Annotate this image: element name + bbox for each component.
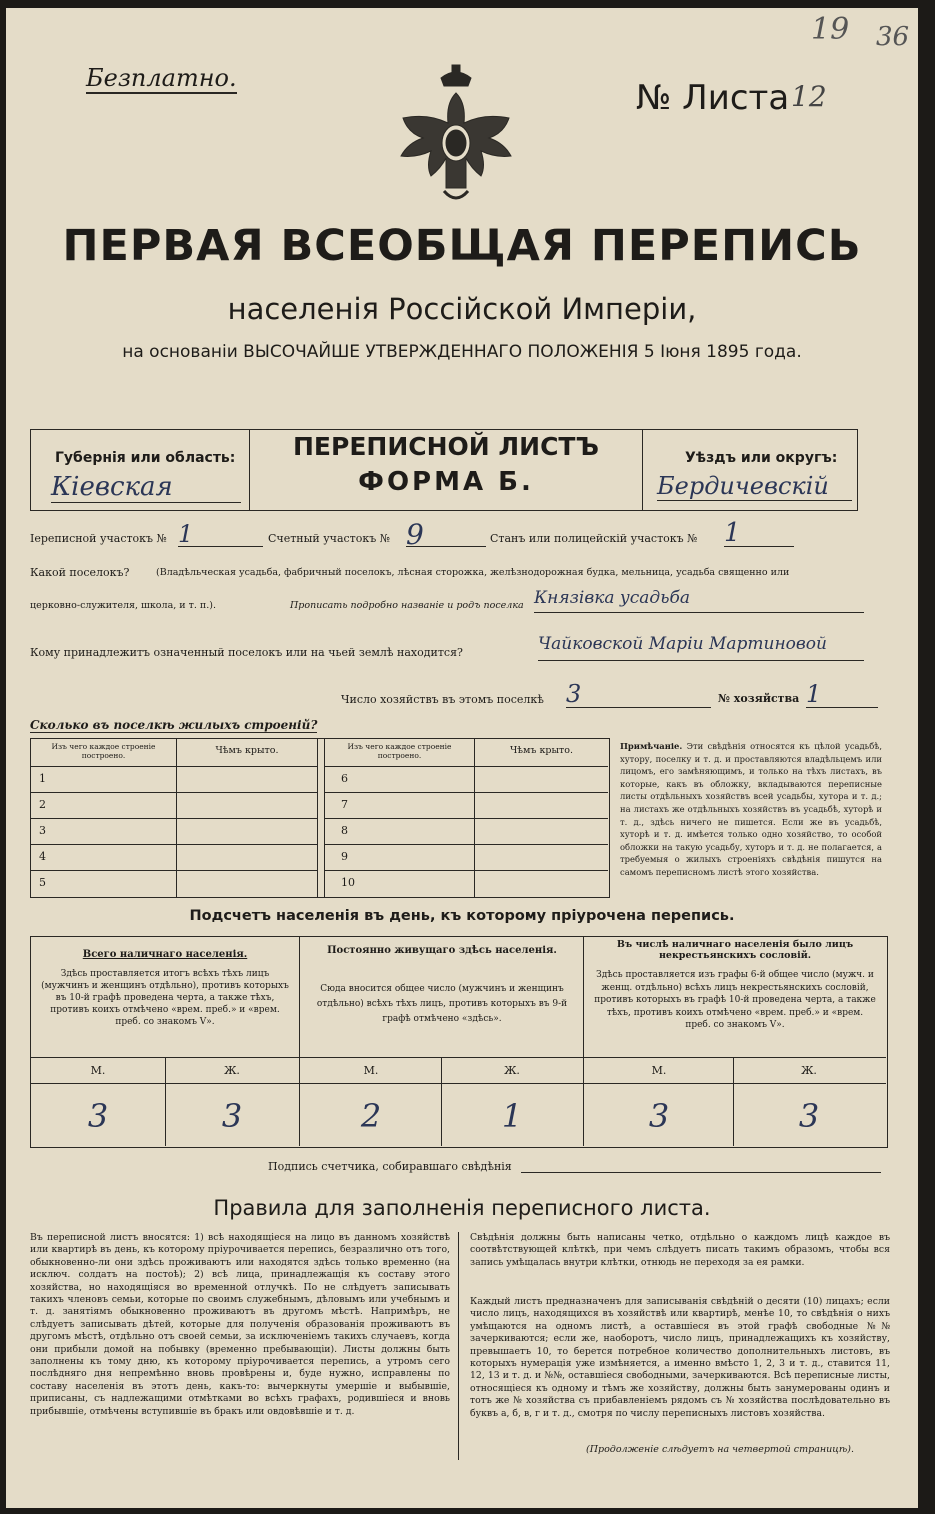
- rules-right-text-2: Каждый листъ предназначенъ для записыванія свѣдѣній о десяти (10) лицахъ; если число лицъ, находящихся въ хозяйствѣ или квартирѣ, менѣе 10, то свѣдѣнія о нихъ умѣщаются на одномъ листѣ, а оставшіеся въ этой графѣ свободные №№ зачеркиваются; если же, наоборотъ, число лицъ, принадлежащихъ къ хозяйству, превышаетъ 10, то берется потребное количество дополнительныхъ листовъ, въ которыхъ нумерація уже измѣняется, а именно вмѣсто 1, 2, 3 и т. д., ставится 11, 12, 13 и т. д. и №№, оставшіеся свободными, зачеркиваются. Всѣ переписные листы, относящіеся къ одному и тѣмъ же хозяйству, должны быть занумерованы одинъ и тотъ же № хозяйства съ прибавленіемъ рядомъ съ № хозяйства послѣдовательно въ буквъ а, б, в, г и т. д., смотря по числу переписныхъ листовъ хозяйства.: [470, 1296, 890, 1419]
- settlement-value[interactable]: Князівка усадьба: [534, 588, 864, 613]
- households-value[interactable]: 3: [566, 680, 711, 708]
- building-row-roof[interactable]: [475, 845, 608, 871]
- buildings-col-roof-right: Чѣмъ крыто.: [475, 739, 608, 767]
- sheet-number-label: № Листа: [636, 78, 790, 118]
- province-value[interactable]: Кіевская: [51, 472, 241, 503]
- basis-text: на основаніи ВЫСОЧАЙШЕ УТВЕРЖДЕННАГО ПОЛОЖЕНІЯ 5 Іюня 1895 года.: [122, 342, 802, 362]
- rules-title: Правила для заполненія переписного листа.: [213, 1196, 711, 1220]
- settlement-instruction: Прописать подробно названіе и родъ поселка: [290, 600, 524, 611]
- rules-left-text: Въ переписной листъ вносятся: 1) всѣ находящіеся на лицо въ данномъ хозяйствѣ или квартирѣ въ день, къ которому пріурочивается перепись, безразлично отъ того, обыкновенно-ли они здѣсь проживаютъ или находятся здѣсь только временно (на исключ. солдатъ на постоѣ); 2) всѣ лица, принадлежащія къ составу этого хозяйства, но находящіяся во временной отлучкѣ. По не слѣдуетъ записывать такихъ членовъ семьи, которые по своимъ служебнымъ, дѣловымъ или учебнымъ и т. д. занятіямъ обыкновенно проживаютъ въ другомъ мѣстѣ. Напримѣръ, не слѣдуетъ записывать дѣтей, которые для полученія образованія проживаютъ въ другомъ мѣстѣ, отдѣльно отъ своей семьи, за исключеніемъ такихъ случаевъ, когда они прибыли домой на побывку (временно пребывающіи). Листы должны быть заполнены къ тому дню, къ которому пріурочивается перепись, а утромъ сего послѣдняго дня непремѣнно вновь провѣрены и, буде нужно, исправлены по составу населенія въ этотъ день, какъ-то: вычеркнуты умершіе и выбывшіе, приписаны, съ надлежащими отмѣтками во всѣхъ графахъ, родившіеся и вновь прибывшіе, отмѣчены вступившіе въ бракъ или овдовѣвшіе и т. д.: [30, 1232, 450, 1417]
- building-row-number: 5: [31, 871, 177, 897]
- building-row-roof[interactable]: [177, 819, 317, 845]
- population-col-total-title: Всего наличнаго населенія.: [82, 949, 248, 960]
- pop-f-label: Ж.: [224, 1064, 240, 1077]
- census-sheet: [6, 8, 918, 1508]
- pop-nonpeasant-male[interactable]: 3: [648, 1097, 670, 1135]
- signature-label: Подпись счетчика, собиравшаго свѣдѣнія: [268, 1160, 512, 1173]
- district-value[interactable]: Бердичевскій: [657, 472, 852, 501]
- signature-field[interactable]: [521, 1160, 881, 1173]
- buildings-table: [30, 738, 610, 898]
- owner-label: Кому принадлежитъ означенный поселокъ или на чьей землѣ находится?: [30, 646, 463, 659]
- household-number-value[interactable]: 1: [806, 680, 878, 708]
- household-number-label: № хозяйства: [718, 692, 800, 705]
- building-row-number: 8: [325, 819, 475, 845]
- settlement-hint: (Владѣльческая усадьба, фабричный поселокъ, лѣсная сторожка, желѣзнодорожная будка, мельница, усадьба священно или: [156, 567, 790, 578]
- settlement-label: Какой поселокъ?: [30, 566, 130, 579]
- building-row-number: 3: [31, 819, 177, 845]
- rules-right-text-1: Свѣдѣнія должны быть написаны четко, отдѣльно о каждомъ лицѣ каждое въ соотвѣтствующей клѣткѣ, при чемъ слѣдуетъ писать такимъ образомъ, чтобы вся запись умѣщалась внутри клѣтки, отнюдь не переходя за ея рамки.: [470, 1232, 890, 1268]
- camp-value[interactable]: 1: [724, 518, 794, 547]
- pop-nonpeasant-female[interactable]: 3: [798, 1097, 820, 1135]
- pop-m-label: М.: [90, 1064, 106, 1077]
- building-row-roof[interactable]: [177, 767, 317, 793]
- pop-permanent-male[interactable]: 2: [360, 1097, 382, 1135]
- owner-value[interactable]: Чайковской Маріи Мартиновой: [538, 634, 864, 661]
- count-district-value[interactable]: 9: [406, 518, 486, 547]
- building-row-number: 7: [325, 793, 475, 819]
- list-title: ПЕРЕПИСНОЙ ЛИСТЪ: [293, 432, 599, 461]
- census-district-label: Іереписной участокъ №: [30, 532, 167, 545]
- building-row-roof[interactable]: [475, 793, 608, 819]
- district-label: Уѣздъ или округъ:: [685, 450, 838, 466]
- settlement-hint-2: церковно-служителя, школа, и т. п.).: [30, 600, 216, 611]
- note-text: Эти свѣдѣнія относятся къ цѣлой усадьбѣ, хутору, поселку и т. д. и проставляются владѣльцемъ или лицомъ, его замѣняющимъ, и только на тѣхъ листахъ, въ которые, какъ въ обложку, вкладываются переписные листы отдѣльныхъ хозяйствъ всей усадьбы, хутора и т. д.; на листахъ же отдѣльныхъ хозяйствъ въ усадьбѣ, хуторѣ и т. д., здѣсь ничего не пишется. Если же въ усадьбѣ, хуторѣ и т. д. имѣется только одно хозяйство, то особой обложки на такую усадьбу, хуторъ и т. д. не полагается, а требуемыя о жилыхъ строеніяхъ свѣдѣнія пишутся на самомъ переписномъ листѣ этого хозяйства.: [620, 741, 882, 877]
- building-row-number: 6: [325, 767, 475, 793]
- population-col-nonpeasant-text: Здѣсь проставляется изъ графы 6-й общее число (мужч. и женщ. отдѣльно) всѣхъ лицъ некрестьянскихъ сословій, противъ которыхъ въ графѣ 10-й проведена черта, а также тѣхъ, противъ коихъ отмѣчено «врем. преб.» и «врем. преб. со знакомъ V».: [594, 970, 876, 1031]
- building-row-roof[interactable]: [177, 793, 317, 819]
- note-label: Примѣчаніе.: [620, 741, 683, 751]
- page-subtitle: населенія Россійской Имперіи,: [227, 292, 697, 326]
- rules-continued: (Продолженіе слѣдуетъ на четвертой страницѣ).: [586, 1444, 854, 1455]
- buildings-col-material-right: Изъ чего каждое строеніе построено.: [325, 739, 475, 767]
- building-row-number: 9: [325, 845, 475, 871]
- pop-m-label: М.: [651, 1064, 667, 1077]
- building-row-number: 4: [31, 845, 177, 871]
- building-row-number: 2: [31, 793, 177, 819]
- pop-total-male[interactable]: 3: [87, 1097, 109, 1135]
- population-col-total-text: Здѣсь проставляется итогъ всѣхъ тѣхъ лицъ (мужчинъ и женщинъ отдѣльно), противъ которыхъ въ 10-й графѣ проведена черта, а также тѣхъ, противъ коихъ отмѣчено «врем. преб.» и «врем. преб. со знакомъ V».: [41, 969, 289, 1027]
- imperial-eagle-icon: [386, 63, 526, 213]
- form-title-cell: [249, 430, 643, 510]
- buildings-col-roof: Чѣмъ крыто.: [177, 739, 317, 767]
- building-row-roof[interactable]: [177, 871, 317, 897]
- building-row-number: 10: [325, 871, 475, 897]
- camp-label: Станъ или полицейскій участокъ №: [490, 532, 698, 545]
- page-title: ПЕРВАЯ ВСЕОБЩАЯ ПЕРЕПИСЬ: [62, 221, 862, 271]
- census-district-value[interactable]: 1: [178, 520, 263, 547]
- building-row-roof[interactable]: [475, 819, 608, 845]
- province-label: Губернія или область:: [55, 450, 236, 466]
- note-block: [620, 740, 882, 900]
- building-row-number: 1: [31, 767, 177, 793]
- pop-total-female[interactable]: 3: [221, 1097, 243, 1135]
- population-table: [30, 936, 888, 1148]
- pop-permanent-female[interactable]: 1: [501, 1097, 523, 1135]
- households-label: Число хозяйствъ въ этомъ поселкѣ: [341, 693, 544, 706]
- population-col-permanent-text: Сюда вносится общее число (мужчинъ и женщинъ отдѣльно) всѣхъ тѣхъ лицъ, противъ которыхъ въ 9-й графѣ отмѣчено «здѣсь».: [316, 984, 568, 1024]
- buildings-col-material: Изъ чего каждое строеніе построено.: [31, 739, 177, 767]
- population-col-nonpeasant-title: Въ числѣ наличнаго населенія было лицъ некрестьянскихъ сословій.: [616, 939, 854, 961]
- sheet-number-value: 12: [791, 80, 827, 113]
- pop-m-label: М.: [363, 1064, 379, 1077]
- building-row-roof[interactable]: [475, 871, 608, 897]
- form-header-box: [30, 429, 858, 511]
- pop-f-label: Ж.: [801, 1064, 817, 1077]
- population-col-permanent-title: Постоянно живущаго здѣсь населенія.: [327, 945, 557, 956]
- building-row-roof[interactable]: [177, 845, 317, 871]
- corner-number-2: 36: [876, 22, 910, 52]
- pop-f-label: Ж.: [504, 1064, 520, 1077]
- buildings-label: Сколько въ поселкѣ жилыхъ строеній?: [30, 718, 318, 732]
- population-title: Подсчетъ населенія въ день, къ которому пріурочена перепись.: [189, 908, 735, 924]
- building-row-roof[interactable]: [475, 767, 608, 793]
- count-district-label: Счетный участокъ №: [268, 532, 391, 545]
- free-label: Безплатно.: [86, 64, 237, 92]
- form-label: ФОРМА Б.: [358, 467, 534, 497]
- corner-number-1: 19: [811, 12, 850, 47]
